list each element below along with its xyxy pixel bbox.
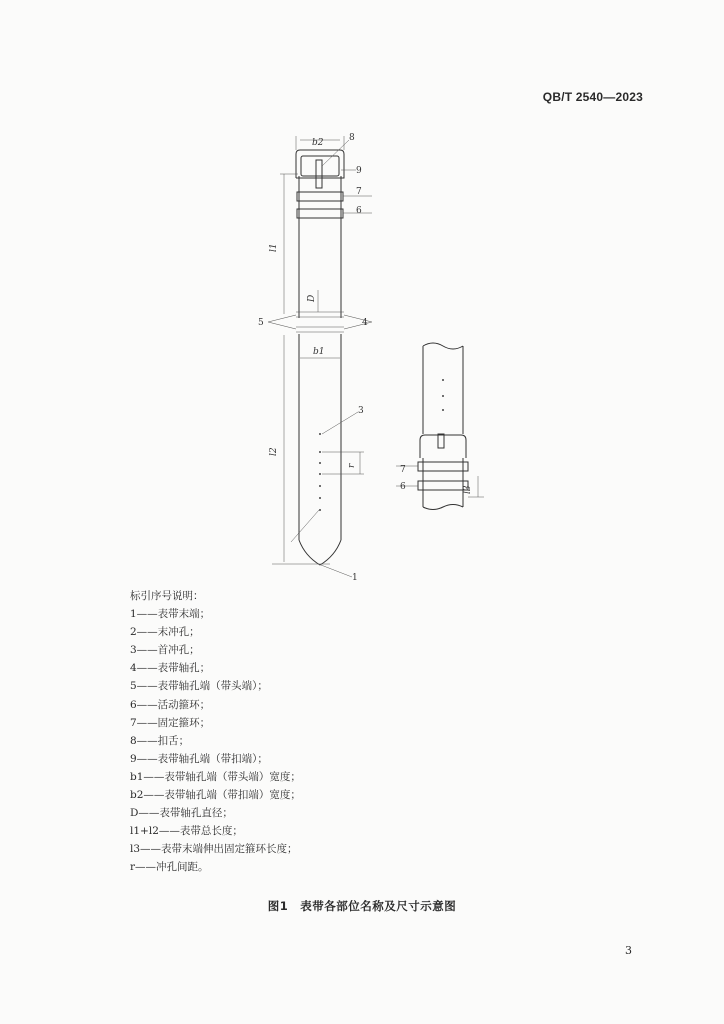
legend-item: D——表带轴孔直径； <box>130 807 233 820</box>
legend-item: r——冲孔间距。 <box>130 861 209 874</box>
legend-item: 8——扣舌； <box>130 734 190 747</box>
callout-9: 9 <box>356 166 362 176</box>
dim-D: D <box>307 294 317 302</box>
callout-8: 8 <box>349 133 355 143</box>
legend-item: 3——首冲孔； <box>130 644 200 657</box>
legend-item: b2——表带轴孔端（带扣端）宽度； <box>130 789 301 802</box>
detail-callout-6: 6 <box>400 482 406 492</box>
fixed-keeper <box>297 192 343 201</box>
legend-item: 1——表带末端； <box>130 608 211 621</box>
callout-7: 7 <box>356 187 362 197</box>
callout-1: 1 <box>352 573 358 583</box>
legend <box>130 587 301 877</box>
callout-6: 6 <box>356 206 362 216</box>
page-number: 3 <box>625 944 632 957</box>
dim-b1: b1 <box>313 347 325 357</box>
dim-b2: b2 <box>312 138 324 148</box>
callout-4: 4 <box>362 318 368 328</box>
legend-item: 5——表带轴孔端（带头端）； <box>130 680 268 693</box>
buckle-frame <box>296 150 344 178</box>
standard-number: QB/T 2540—2023 <box>542 90 643 104</box>
legend-item: b1——表带轴孔端（带头端）宽度； <box>130 770 301 783</box>
buckle-tongue <box>316 160 322 188</box>
legend-item: 6——活动箍环； <box>130 698 211 711</box>
dim-r: r <box>347 463 357 468</box>
dim-l2: l2 <box>269 447 279 456</box>
legend-item: 2——末冲孔； <box>130 626 200 639</box>
buckle-inner <box>301 156 339 176</box>
detail-callout-7: 7 <box>400 465 406 475</box>
legend-item: l3——表带末端伸出固定箍环长度； <box>130 843 298 856</box>
dim-l3: l3 <box>463 485 473 494</box>
legend-title: 标引序号说明： <box>130 590 204 602</box>
strap-tip <box>299 540 341 565</box>
dim-l1: l1 <box>269 243 279 252</box>
legend-item: 9——表带轴孔端（带扣端）； <box>130 752 268 765</box>
detail-strap-drawing <box>396 343 484 510</box>
strap-holes <box>319 433 321 511</box>
movable-keeper <box>297 209 343 218</box>
legend-item: 4——表带轴孔； <box>130 662 211 675</box>
figure-caption: 图1 表带各部位名称及尺寸示意图 <box>267 899 457 913</box>
callout-3: 3 <box>358 406 364 416</box>
legend-item: 7——固定箍环； <box>130 716 211 729</box>
callout-5: 5 <box>258 318 264 328</box>
legend-item: l1+l2——表带总长度； <box>130 825 243 838</box>
